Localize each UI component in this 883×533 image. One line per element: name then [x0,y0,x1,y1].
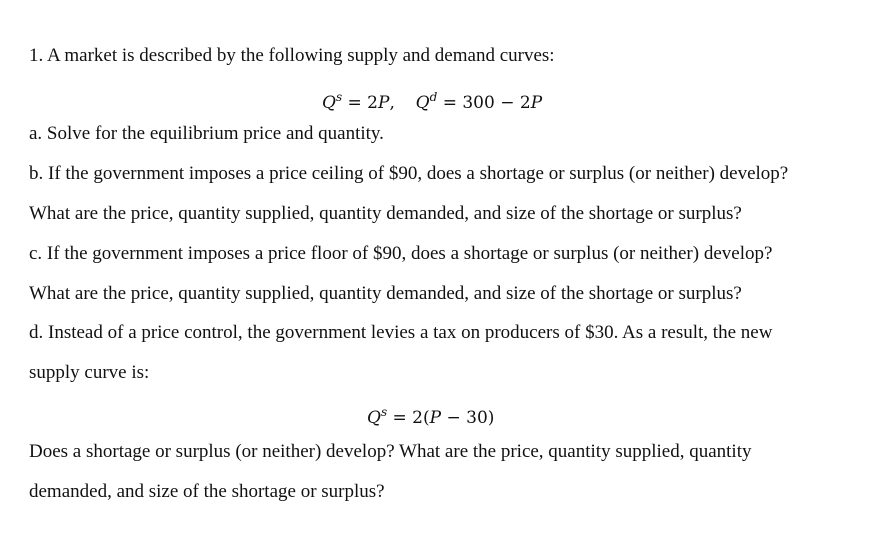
qd-constant: 300 [462,93,495,113]
part-c-line-2: What are the price, quantity supplied, quantity demanded, and size of the shortage or surplus? [29,283,742,304]
qd-superscript: d [429,90,438,104]
tax-amount: 30 [466,408,488,428]
price-symbol-1: P [378,93,390,113]
part-d-line-4: demanded, and size of the shortage or surplus? [29,481,385,502]
part-b-line-1: b. If the government imposes a price ceiling of $90, does a shortage or surplus (or neither) develop? [29,163,789,184]
qs-coefficient: 2 [367,93,378,113]
part-c-line-1: c. If the government imposes a price floor of $90, does a shortage or surplus (or neither) develop? [29,243,773,264]
part-a: a. Solve for the equilibrium price and quantity. [29,123,384,144]
price-symbol-2: P [530,93,543,113]
qs-superscript: s [335,90,343,104]
qs-superscript-taxed: s [380,405,388,419]
part-d-line-3: Does a shortage or surplus (or neither) develop? What are the price, quantity supplied, quantity [29,441,752,462]
qs-symbol-taxed: Q [367,408,381,428]
part-b-line-2: What are the price, quantity supplied, quantity demanded, and size of the shortage or surplus? [29,203,742,224]
taxed-coefficient: 2 [412,408,423,428]
problem-intro: 1. A market is described by the following supply and demand curves: [29,45,555,66]
price-symbol-taxed: P [429,408,442,428]
taxed-supply-equation: $Q^s = 2(P - 30)$ [367,405,495,428]
part-d-line-2: supply curve is: [29,362,150,383]
supply-demand-equation: $Q^s = 2P$, $Q^d = 300 - 2P$ [322,90,543,113]
part-d-line-1: d. Instead of a price control, the government levies a tax on producers of $30. As a result, the new [29,322,773,343]
qd-symbol: Q [415,93,430,113]
qs-symbol: Q [322,93,336,113]
qd-coefficient: 2 [519,93,531,113]
